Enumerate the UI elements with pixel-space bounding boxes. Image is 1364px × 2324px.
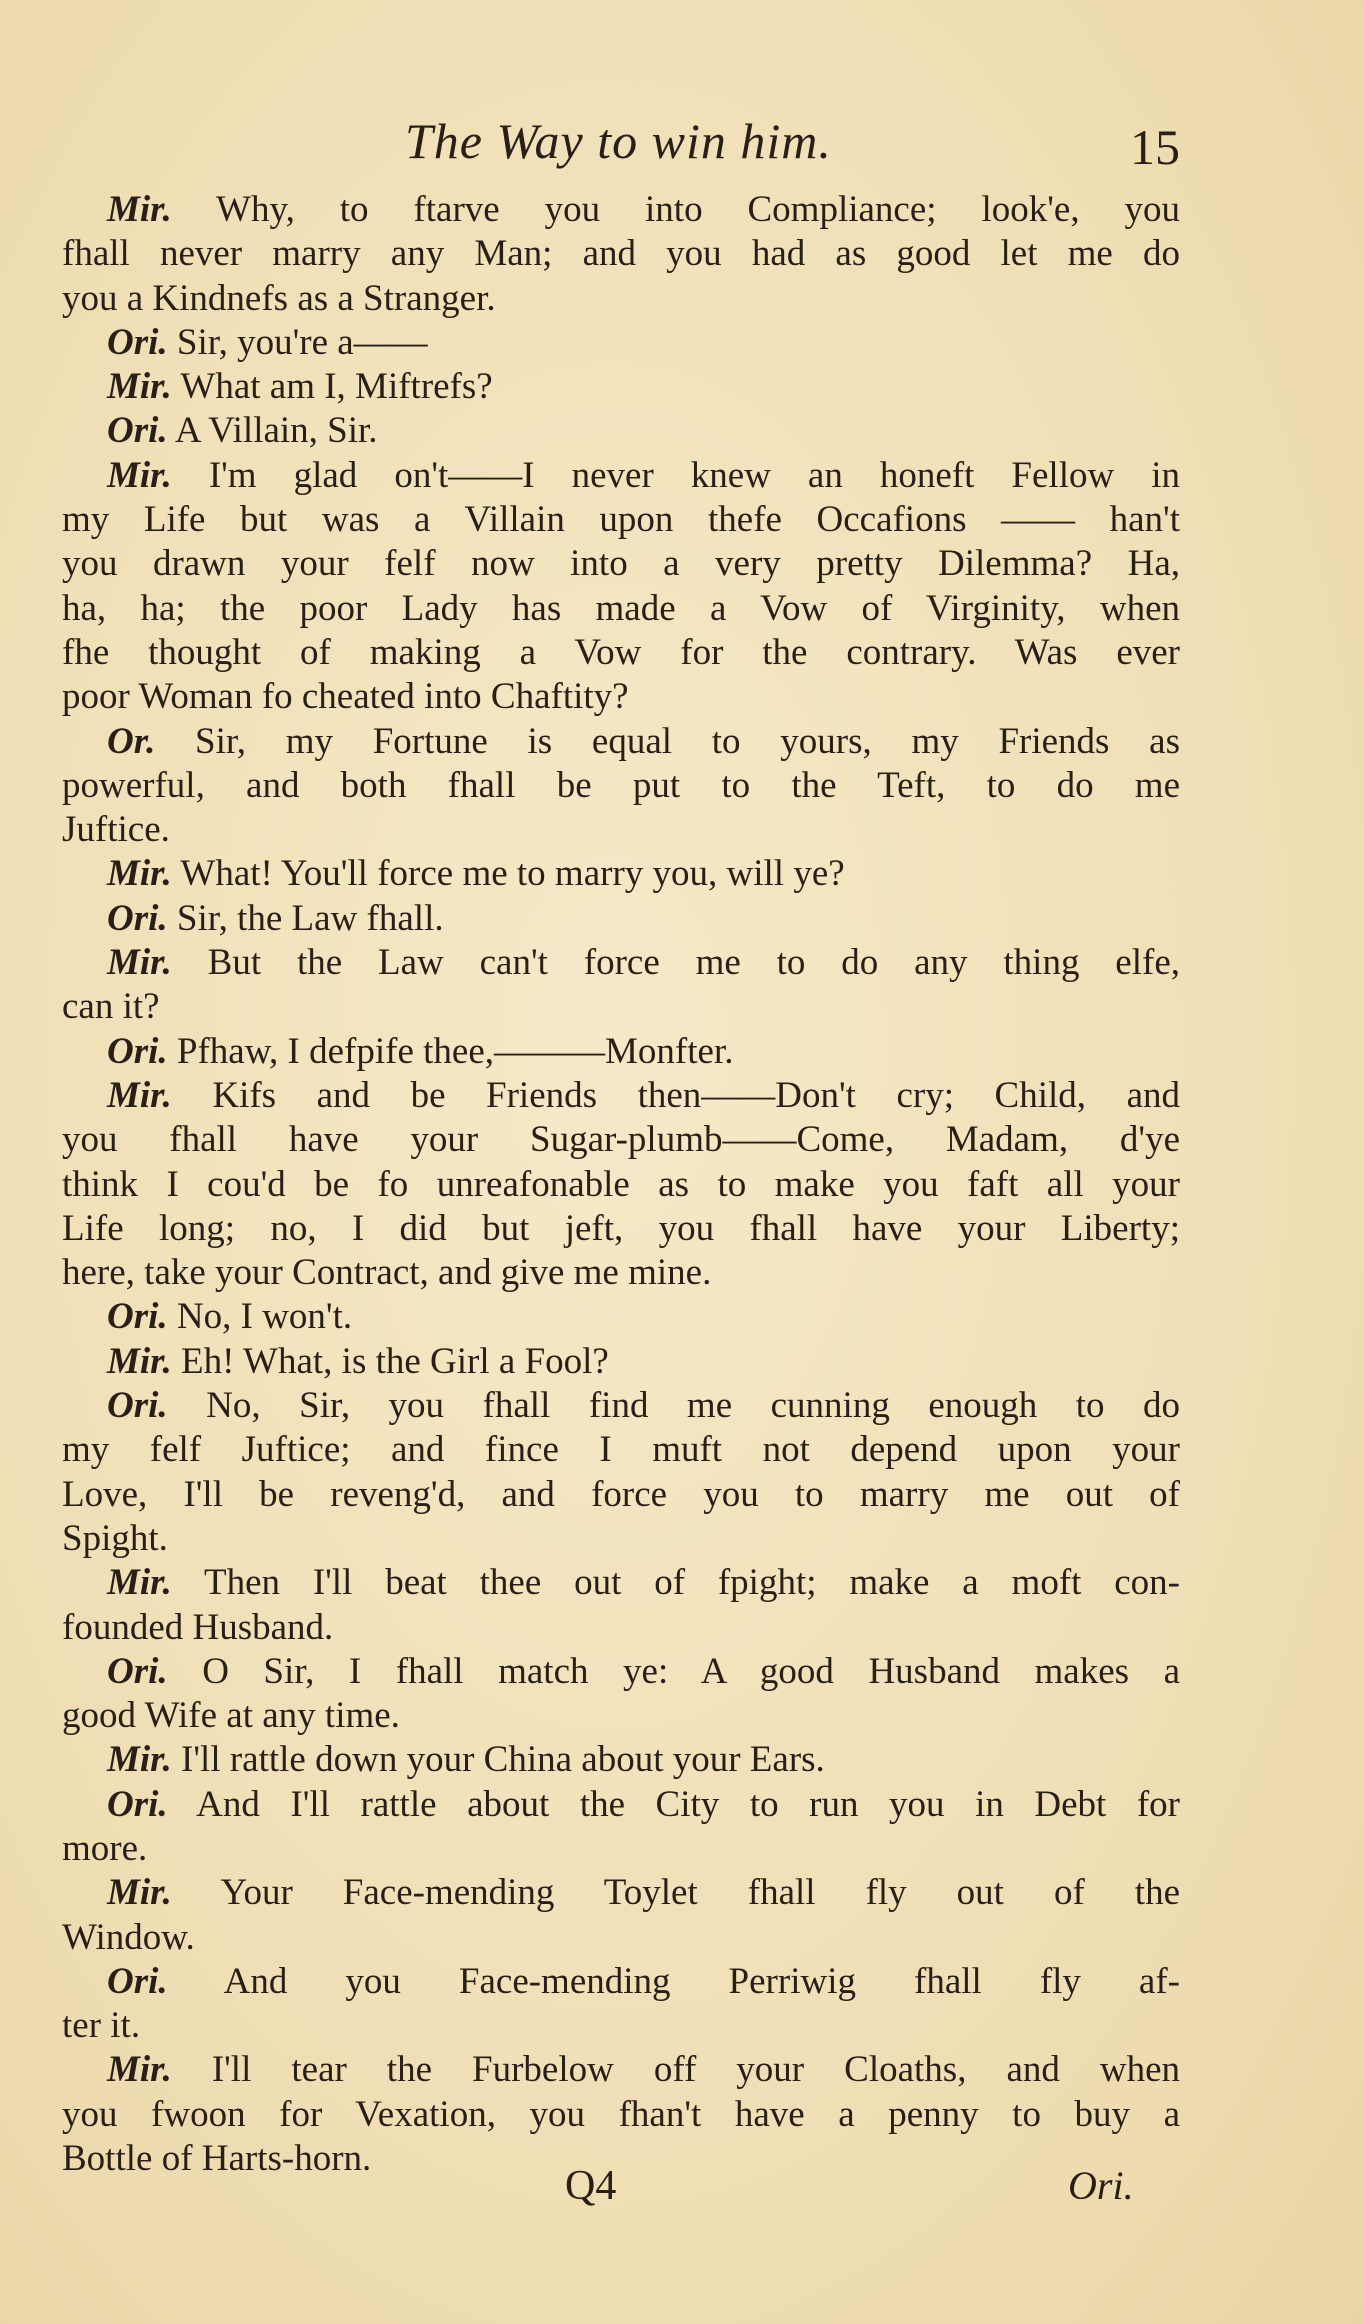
speaker-name: Ori. — [107, 410, 168, 452]
text-line — [62, 232, 1180, 276]
text-line — [62, 1473, 1180, 1517]
line-text: can it? — [62, 986, 160, 1028]
line-text: Sir, you're a—— — [176, 321, 428, 363]
speaker-name: Mir. — [107, 853, 172, 895]
text-line — [62, 720, 1180, 764]
dialogue-text — [62, 188, 1180, 2181]
text-line — [62, 1295, 1180, 1339]
speaker-name: Mir. — [107, 1739, 172, 1781]
line-text: And I'll rattle about the City to run you in Debt for — [196, 1783, 1180, 1825]
text-line — [62, 1650, 1180, 1694]
running-title: The Way to win him. — [405, 113, 832, 169]
line-text: Window. — [62, 1916, 195, 1958]
text-line — [62, 321, 1180, 365]
line-text: you a Kindnefs as a Stranger. — [62, 277, 496, 319]
line-text: here, take your Contract, and give me mine. — [62, 1252, 712, 1294]
line-text: poor Woman fo cheated into Chaftity? — [62, 676, 629, 718]
line-text: you fwoon for Vexation, you fhan't have a penny to buy a — [62, 2093, 1180, 2135]
text-line — [62, 852, 1180, 896]
text-line — [62, 277, 1180, 321]
text-line — [62, 631, 1180, 675]
line-text: Juftice. — [62, 809, 170, 851]
speaker-name: Mir. — [107, 366, 172, 408]
text-line — [62, 1694, 1180, 1738]
line-text: Sir, the Law fhall. — [176, 897, 444, 939]
line-text: And you Face-mending Perriwig fhall fly af- — [223, 1960, 1180, 2002]
speaker-name: Ori. — [107, 321, 168, 363]
line-text: Sir, my Fortune is equal to yours, my Friends as — [195, 720, 1180, 762]
line-text: fhe thought of making a Vow for the contrary. Was ever — [62, 631, 1180, 673]
text-line — [62, 587, 1180, 631]
line-text: my felf Juftice; and fince I muft not depend upon your — [62, 1429, 1180, 1471]
text-line — [62, 808, 1180, 852]
text-line — [62, 1606, 1180, 1650]
signature-mark: Q4 — [565, 2163, 617, 2209]
text-line — [62, 1960, 1180, 2004]
page-header — [0, 112, 1364, 182]
line-text: I'll tear the Furbelow off your Cloaths, and when — [211, 2049, 1181, 2091]
line-text: I'm glad on't——I never knew an honeft Fellow in — [208, 454, 1180, 496]
speaker-name: Ori. — [107, 1650, 168, 1692]
text-line — [62, 542, 1180, 586]
line-text: What am I, Miftrefs? — [180, 366, 493, 408]
line-text: fhall never marry any Man; and you had as good let me do — [62, 233, 1180, 275]
text-line — [62, 2048, 1180, 2092]
line-text: No, Sir, you fhall find me cunning enough to do — [206, 1385, 1181, 1427]
speaker-name: Mir. — [107, 1562, 172, 1604]
page-number: 15 — [1130, 119, 1180, 175]
line-text: Bottle of Harts-horn. — [62, 2138, 372, 2180]
text-line — [62, 1738, 1180, 1782]
line-text: Love, I'll be reveng'd, and force you to marry me out of — [62, 1473, 1180, 1515]
line-text: I'll rattle down your China about your Ears. — [181, 1739, 825, 1781]
speaker-name: Ori. — [107, 1296, 168, 1338]
line-text: Life long; no, I did but jeft, you fhall have your Liberty; — [62, 1207, 1180, 1249]
line-text: No, I won't. — [176, 1296, 353, 1338]
text-line — [62, 1384, 1180, 1428]
line-text: you drawn your felf now into a very pretty Dilemma? Ha, — [62, 543, 1180, 585]
line-text: good Wife at any time. — [62, 1695, 400, 1737]
speaker-name: Mir. — [107, 1872, 172, 1914]
text-line — [62, 1517, 1180, 1561]
line-text: Why, to ftarve you into Compliance; look'e, you — [216, 189, 1180, 230]
text-line — [62, 2004, 1180, 2048]
text-line — [62, 1251, 1180, 1295]
line-text: O Sir, I fhall match ye: A good Husband makes a — [202, 1650, 1180, 1692]
speaker-name: Ori. — [107, 1783, 168, 1825]
speaker-name: Mir. — [107, 454, 172, 496]
text-line — [62, 1871, 1180, 1915]
text-line — [62, 1118, 1180, 1162]
text-line — [62, 985, 1180, 1029]
speaker-name: Ori. — [107, 1030, 168, 1072]
text-line — [62, 1827, 1180, 1871]
line-text: Your Face-mending Toylet fhall fly out of the — [220, 1872, 1180, 1914]
text-line — [62, 1340, 1180, 1384]
text-line — [62, 409, 1180, 453]
speaker-name: Ori. — [107, 1960, 168, 2002]
speaker-name: Mir. — [107, 1340, 172, 1382]
text-line — [62, 897, 1180, 941]
catchword: Ori. — [1068, 2163, 1134, 2208]
text-line — [62, 1030, 1180, 1074]
line-text: Pfhaw, I defpife thee,———Monfter. — [176, 1030, 734, 1072]
text-line — [62, 498, 1180, 542]
text-line — [62, 2093, 1180, 2137]
speaker-name: Ori. — [107, 1385, 168, 1427]
page-footer — [0, 2162, 1364, 2222]
line-text: Kifs and be Friends then——Don't cry; Child, and — [212, 1074, 1180, 1116]
speaker-name: Mir. — [107, 942, 172, 984]
text-line — [62, 764, 1180, 808]
line-text: Eh! What, is the Girl a Fool? — [181, 1340, 609, 1382]
text-line — [62, 675, 1180, 719]
line-text: But the Law can't force me to do any thing elfe, — [207, 942, 1181, 984]
text-line — [62, 1163, 1180, 1207]
line-text: A Villain, Sir. — [174, 410, 378, 452]
text-line — [62, 941, 1180, 985]
text-line — [62, 188, 1180, 232]
text-line — [62, 454, 1180, 498]
line-text: What! You'll force me to marry you, will ye? — [180, 853, 845, 895]
text-line — [62, 365, 1180, 409]
text-line — [62, 1074, 1180, 1118]
speaker-name: Mir. — [107, 2049, 172, 2091]
speaker-name: Or. — [107, 720, 156, 762]
line-text: think I cou'd be fo unreafonable as to make you faft all your — [62, 1163, 1180, 1205]
line-text: ter it. — [62, 2005, 141, 2047]
line-text: Then I'll beat thee out of fpight; make a moft con- — [203, 1562, 1180, 1604]
speaker-name: Mir. — [107, 1074, 172, 1116]
text-line — [62, 1916, 1180, 1960]
line-text: founded Husband. — [62, 1606, 334, 1648]
line-text: powerful, and both fhall be put to the Teft, to do me — [62, 764, 1180, 806]
line-text: ha, ha; the poor Lady has made a Vow of Virginity, when — [62, 587, 1180, 629]
speaker-name: Mir. — [107, 189, 172, 230]
text-line — [62, 1561, 1180, 1605]
text-line — [62, 1207, 1180, 1251]
line-text: Spight. — [62, 1517, 168, 1559]
text-line — [62, 1783, 1180, 1827]
line-text: more. — [62, 1827, 148, 1869]
line-text: my Life but was a Villain upon thefe Occafions —— han't — [62, 499, 1180, 541]
speaker-name: Ori. — [107, 897, 168, 939]
text-line — [62, 1428, 1180, 1472]
line-text: you fhall have your Sugar-plumb——Come, Madam, d'ye — [62, 1119, 1180, 1161]
